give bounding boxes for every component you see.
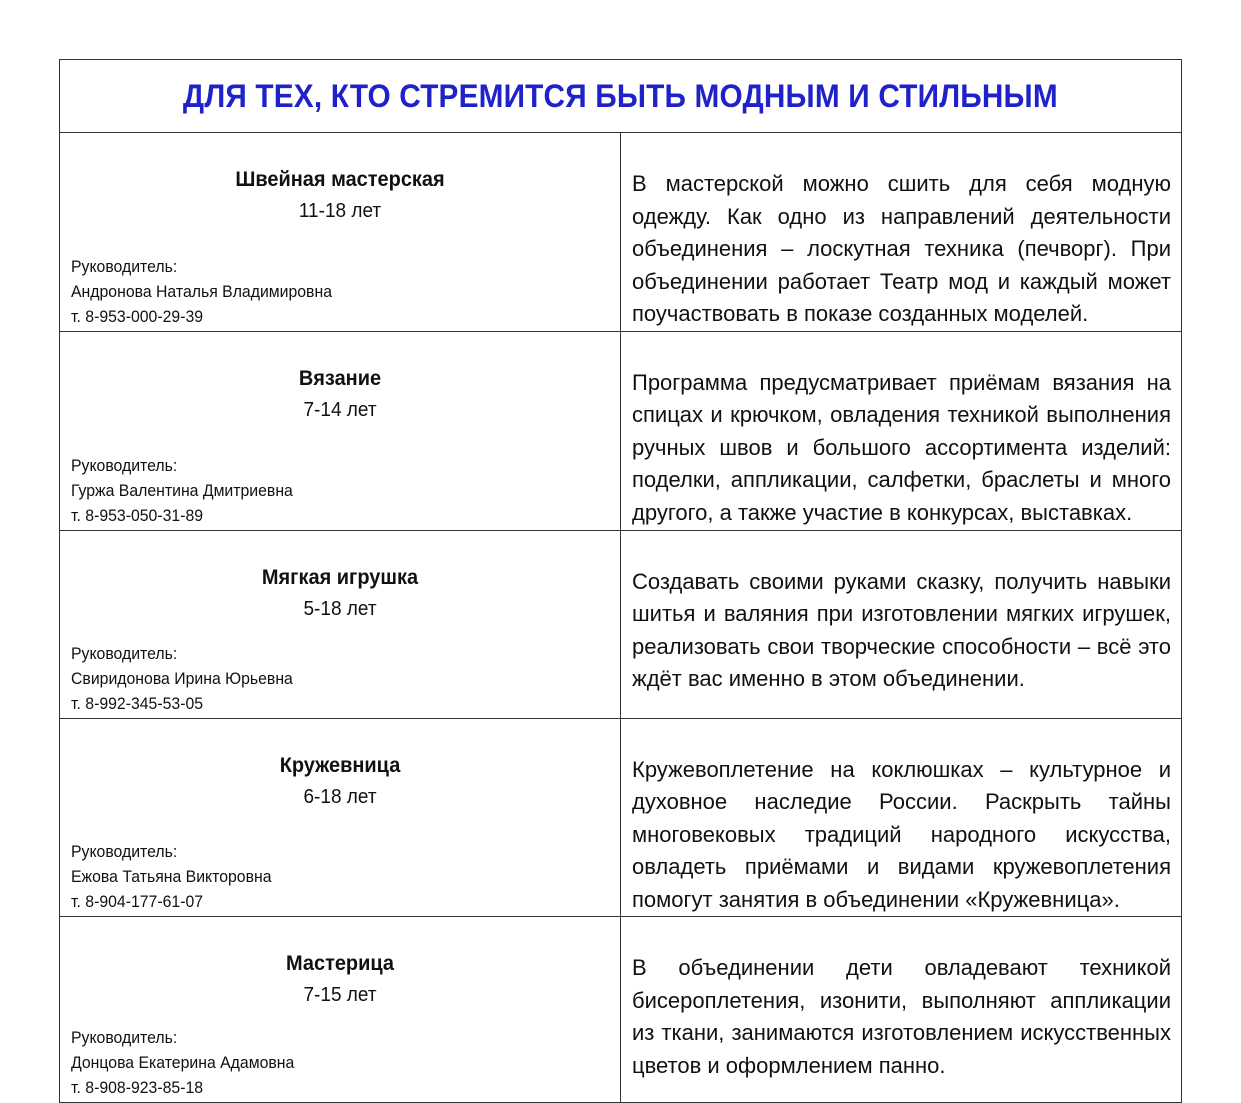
program-info-cell [60,917,621,1103]
programs-table [59,59,1182,1103]
leader-block [71,641,310,716]
leader-name: Андронова Наталья Владимировна [71,281,332,301]
program-age: 11-18 лет [298,200,382,222]
program-name: Мягкая игрушка [261,565,419,589]
program-description-cell [621,331,1182,530]
leader-label: Руководитель: [71,455,178,475]
program-description: В объединении дети овладевают техникой бисероплетения, изонити, выполняют аппликации из ткани, занимаются изготовлением искусственных цветов и оформлением панно. [632,955,1171,1078]
program-description: Создавать своими руками сказку, получить навыки шитья и валяния при изготовлении мягких игрушек, реализовать свои творческие способности – всё это ждёт вас именно в этом объединении. [632,568,1171,691]
program-age: 5-18 лет [303,597,377,620]
program-info-cell [60,133,621,332]
program-description-cell [621,133,1182,332]
leader-label: Руководитель: [71,842,178,861]
table-header-row [60,60,1182,133]
leader-phone: т. 8-992-345-53-05 [71,693,204,713]
program-description: В мастерской можно сшить для себя модную одежду. Как одно из направлений деятельности объединения – лоскутная техника (печворг). При объединении работает Театр мод и каждый может поучаствовать в показе созданных моделей. [632,171,1171,326]
leader-block [71,1025,311,1100]
program-description-cell [621,530,1182,718]
program-description: Программа предусматривает приёмам вязания на спицах и крючком, овладения техникой выполнения ручных швов и большого ассортимента изделий: поделки, аппликации, салфетки, браслеты и много другого, а также участие в конкурсах, выставках. [632,369,1171,525]
table-row [60,530,1182,718]
leader-block [71,839,287,914]
leader-name: Ежова Татьяна Викторовна [71,867,272,886]
program-age: 7-14 лет [303,398,377,421]
leader-name: Гуржа Валентина Дмитриевна [71,480,293,500]
title-cell [60,60,1182,133]
leader-phone: т. 8-953-050-31-89 [71,505,204,525]
leader-phone: т. 8-904-177-61-07 [71,892,204,911]
leader-block [71,453,310,528]
program-info-cell [60,331,621,530]
program-name: Кружевница [279,753,401,777]
program-description-cell [621,917,1182,1103]
page-title: ДЛЯ ТЕХ, КТО СТРЕМИТСЯ БЫТЬ МОДНЫМ И СТИЛЬНЫМ [183,78,1058,114]
program-age: 6-18 лет [303,785,377,808]
program-age: 7-15 лет [303,984,377,1006]
table-row [60,331,1182,530]
table-row [60,133,1182,332]
program-name: Швейная мастерская [235,168,445,191]
table-row [60,917,1182,1103]
leader-name: Свиридонова Ирина Юрьевна [71,668,293,688]
program-info-cell [60,530,621,718]
table-row [60,718,1182,917]
program-description-cell [621,718,1182,917]
leader-label: Руководитель: [71,256,178,276]
program-name: Мастерица [286,952,394,975]
leader-phone: т. 8-908-923-85-18 [71,1078,204,1097]
program-info-cell [60,718,621,917]
leader-block [71,254,352,329]
leader-phone: т. 8-953-000-29-39 [71,306,204,326]
program-name: Вязание [298,366,382,390]
leader-name: Донцова Екатерина Адамовна [71,1053,295,1072]
leader-label: Руководитель: [71,643,178,663]
program-description: Кружевоплетение на коклюшках – культурное и духовное наследие России. Раскрыть тайны многовековых традиций народного искусства, овладеть приёмами и видами кружевоплетения помогут занятия в объединении «Кружевница». [632,756,1171,912]
leader-label: Руководитель: [71,1028,178,1047]
